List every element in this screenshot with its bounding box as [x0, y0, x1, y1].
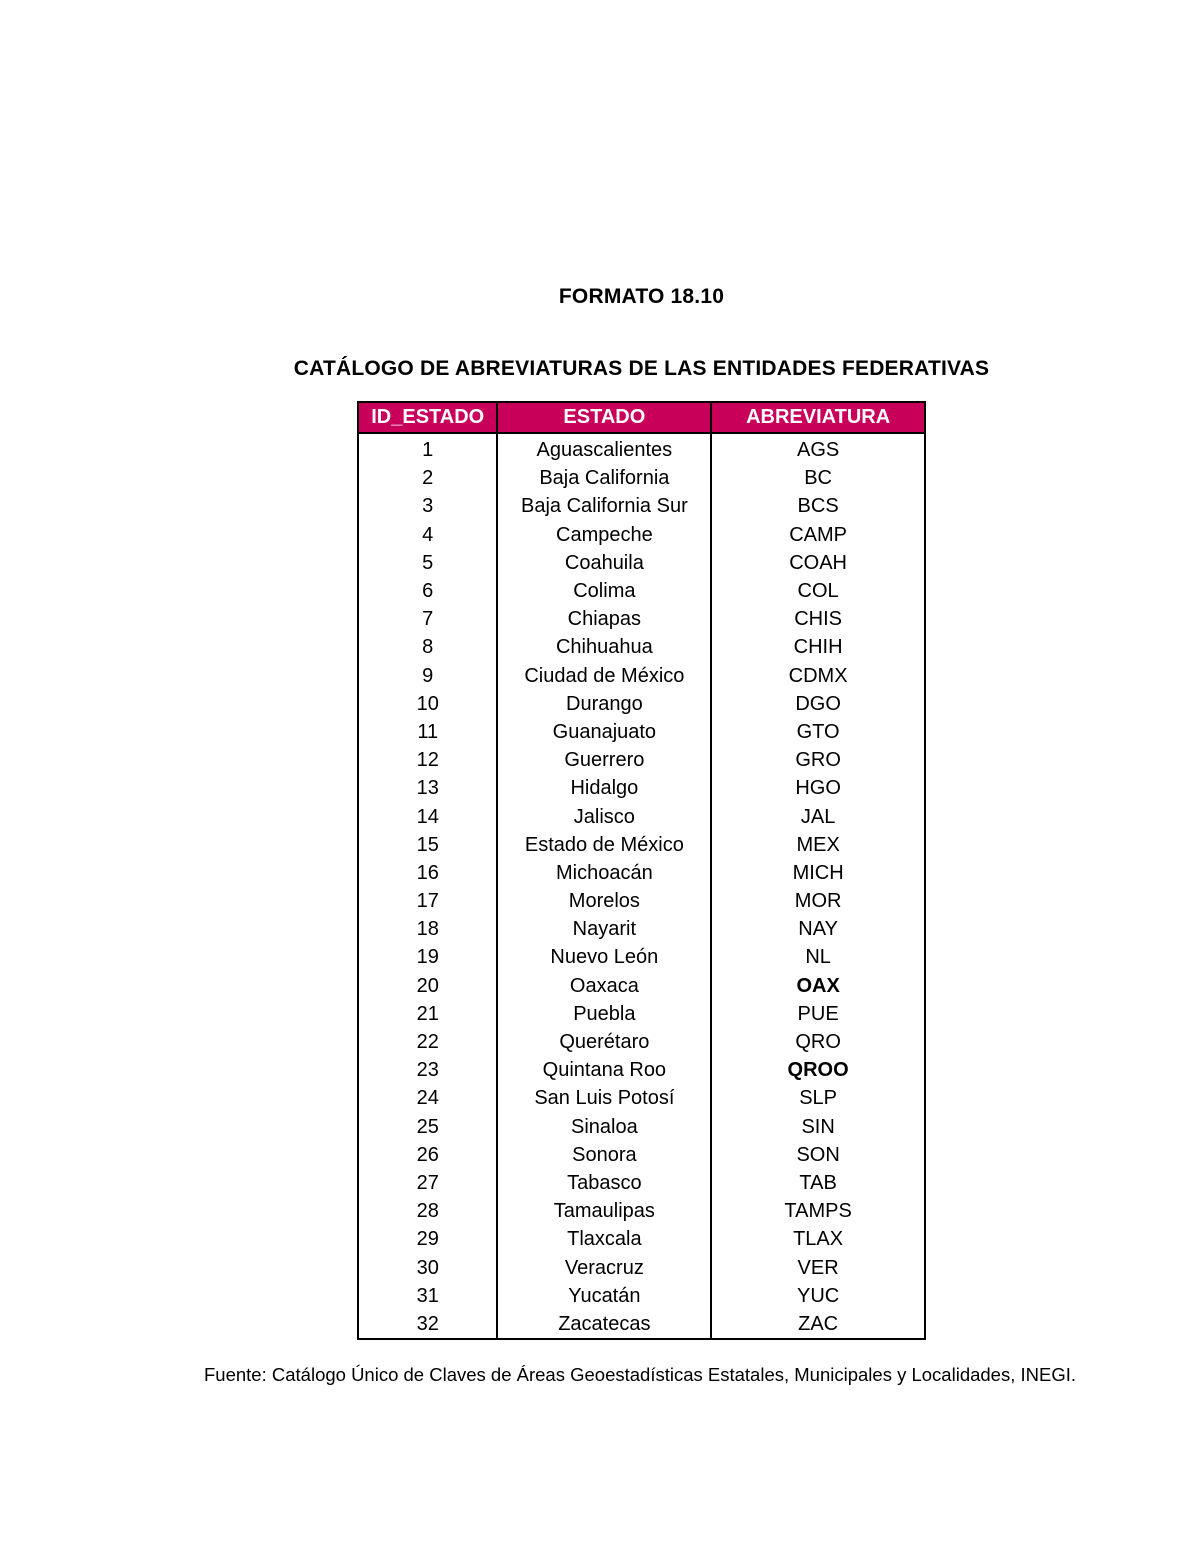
abreviatura-cell: CHIH: [711, 633, 925, 661]
estado-cell: Baja California Sur: [497, 492, 711, 520]
id-cell: 15: [416, 833, 439, 856]
abreviatura-cell: BCS: [711, 492, 925, 520]
table-row: [358, 1056, 925, 1084]
abreviatura-cell: GRO: [711, 746, 925, 774]
table-row: [358, 549, 925, 577]
table-row: [358, 464, 925, 492]
abreviatura-cell: BC: [711, 464, 925, 492]
table-row: [358, 492, 925, 520]
estado-cell: Guerrero: [497, 746, 711, 774]
id-cell: 10: [416, 692, 439, 715]
estado-cell: Tamaulipas: [497, 1197, 711, 1225]
id-cell: 20: [416, 974, 439, 997]
abreviatura-cell: MEX: [711, 831, 925, 859]
id-cell: 31: [416, 1284, 439, 1307]
abreviatura-cell: MICH: [711, 859, 925, 887]
abreviatura-cell: VER: [711, 1253, 925, 1281]
id-cell: 23: [416, 1059, 439, 1082]
abreviatura-cell: OAX: [711, 972, 925, 1000]
id-cell: 19: [416, 946, 439, 969]
abreviatura-cell: YUC: [711, 1282, 925, 1310]
table-row: [358, 605, 925, 633]
id-cell: 30: [416, 1256, 439, 1279]
id-cell: 16: [416, 861, 439, 884]
id-cell: 22: [416, 1031, 439, 1054]
abreviatura-cell: AGS: [711, 433, 925, 464]
table-row: [358, 831, 925, 859]
table-row: [358, 662, 925, 690]
table-row: [358, 1028, 925, 1056]
estado-cell: Jalisco: [497, 802, 711, 830]
abreviatura-cell: CHIS: [711, 605, 925, 633]
table-row: [358, 718, 925, 746]
abreviatura-cell: NL: [711, 943, 925, 971]
estado-cell: Baja California: [497, 464, 711, 492]
id-cell: 4: [422, 523, 434, 546]
estado-cell: Querétaro: [497, 1028, 711, 1056]
abreviatura-cell: PUE: [711, 1000, 925, 1028]
table-row: [358, 521, 925, 549]
estado-cell: Estado de México: [497, 831, 711, 859]
id-cell: 25: [416, 1115, 439, 1138]
id-cell: 5: [422, 551, 434, 574]
table-row: [358, 577, 925, 605]
estado-cell: Sonora: [497, 1141, 711, 1169]
table-row: [358, 802, 925, 830]
estado-cell: Morelos: [497, 887, 711, 915]
estado-cell: Guanajuato: [497, 718, 711, 746]
estado-cell: Oaxaca: [497, 972, 711, 1000]
table-row: [358, 972, 925, 1000]
id-cell: 2: [422, 467, 434, 490]
table-row: [358, 1253, 925, 1281]
abreviatura-cell: GTO: [711, 718, 925, 746]
table-row: [358, 943, 925, 971]
estado-cell: Chiapas: [497, 605, 711, 633]
abreviatura-cell: QRO: [711, 1028, 925, 1056]
estado-cell: Tlaxcala: [497, 1225, 711, 1253]
abreviatura-cell: ZAC: [711, 1310, 925, 1339]
id-cell: 26: [416, 1143, 439, 1166]
abreviatura-cell: COL: [711, 577, 925, 605]
estado-cell: Hidalgo: [497, 774, 711, 802]
estado-cell: Colima: [497, 577, 711, 605]
table-row: [358, 1000, 925, 1028]
abreviatura-cell: SON: [711, 1141, 925, 1169]
estado-cell: Sinaloa: [497, 1113, 711, 1141]
id-cell: 11: [417, 720, 439, 743]
table-row: [358, 859, 925, 887]
id-cell: 27: [416, 1171, 439, 1194]
id-cell: 13: [416, 777, 439, 800]
table-header-row: [358, 402, 925, 433]
id-cell: 12: [416, 749, 439, 772]
table-row: [358, 774, 925, 802]
abreviatura-cell: HGO: [711, 774, 925, 802]
table-row: [358, 1225, 925, 1253]
id-cell: 1: [422, 439, 434, 462]
abreviatura-cell: COAH: [711, 549, 925, 577]
table-row: [358, 1310, 925, 1339]
table-row: [358, 690, 925, 718]
id-cell: 18: [416, 918, 439, 941]
id-cell: 17: [416, 890, 439, 913]
abreviatura-cell: NAY: [711, 915, 925, 943]
table-row: [358, 1113, 925, 1141]
id-cell: 6: [422, 580, 434, 603]
table-row: [358, 1169, 925, 1197]
abreviatura-cell: TAB: [711, 1169, 925, 1197]
id-cell: 8: [422, 636, 434, 659]
abreviatura-cell: JAL: [711, 802, 925, 830]
table-row: [358, 633, 925, 661]
estado-cell: Quintana Roo: [497, 1056, 711, 1084]
id-cell: 21: [416, 1002, 439, 1025]
table-body: [358, 433, 925, 1339]
column-header-id-estado: ID_ESTADO: [358, 402, 497, 433]
abreviatura-cell: CDMX: [711, 662, 925, 690]
table-row: [358, 1141, 925, 1169]
abreviaturas-table: [357, 401, 926, 1340]
abreviatura-cell: TAMPS: [711, 1197, 925, 1225]
estado-cell: Coahuila: [497, 549, 711, 577]
formato-heading: FORMATO 18.10: [558, 285, 725, 308]
id-cell: 7: [422, 608, 434, 631]
column-header-abreviatura: ABREVIATURA: [711, 402, 925, 433]
estado-cell: Campeche: [497, 521, 711, 549]
column-header-estado: ESTADO: [497, 402, 711, 433]
id-cell: 32: [416, 1312, 439, 1335]
estado-cell: Veracruz: [497, 1253, 711, 1281]
source-note: Fuente: Catálogo Único de Claves de Áreas Geoestadísticas Estatales, Municipales y Localidades, INEGI.: [204, 1364, 1077, 1385]
estado-cell: Tabasco: [497, 1169, 711, 1197]
estado-cell: Ciudad de México: [497, 662, 711, 690]
estado-cell: Michoacán: [497, 859, 711, 887]
abreviatura-cell: DGO: [711, 690, 925, 718]
abreviatura-cell: QROO: [711, 1056, 925, 1084]
id-cell: 14: [416, 805, 439, 828]
estado-cell: Puebla: [497, 1000, 711, 1028]
id-cell: 29: [416, 1228, 439, 1251]
estado-cell: Nuevo León: [497, 943, 711, 971]
estado-cell: Zacatecas: [497, 1310, 711, 1339]
abreviatura-cell: MOR: [711, 887, 925, 915]
table-row: [358, 915, 925, 943]
table-row: [358, 433, 925, 464]
table-row: [358, 1282, 925, 1310]
abreviatura-cell: TLAX: [711, 1225, 925, 1253]
estado-cell: San Luis Potosí: [497, 1084, 711, 1112]
table-row: [358, 887, 925, 915]
id-cell: 9: [422, 664, 434, 687]
abreviatura-cell: CAMP: [711, 521, 925, 549]
abreviatura-cell: SIN: [711, 1113, 925, 1141]
estado-cell: Yucatán: [497, 1282, 711, 1310]
estado-cell: Aguascalientes: [497, 433, 711, 464]
id-cell: 24: [416, 1087, 439, 1110]
page-title: CATÁLOGO DE ABREVIATURAS DE LAS ENTIDADES FEDERATIVAS: [293, 357, 990, 380]
table-row: [358, 1197, 925, 1225]
estado-cell: Nayarit: [497, 915, 711, 943]
table-row: [358, 1084, 925, 1112]
estado-cell: Chihuahua: [497, 633, 711, 661]
abreviatura-cell: SLP: [711, 1084, 925, 1112]
id-cell: 3: [422, 495, 434, 518]
id-cell: 28: [416, 1200, 439, 1223]
estado-cell: Durango: [497, 690, 711, 718]
table-row: [358, 746, 925, 774]
